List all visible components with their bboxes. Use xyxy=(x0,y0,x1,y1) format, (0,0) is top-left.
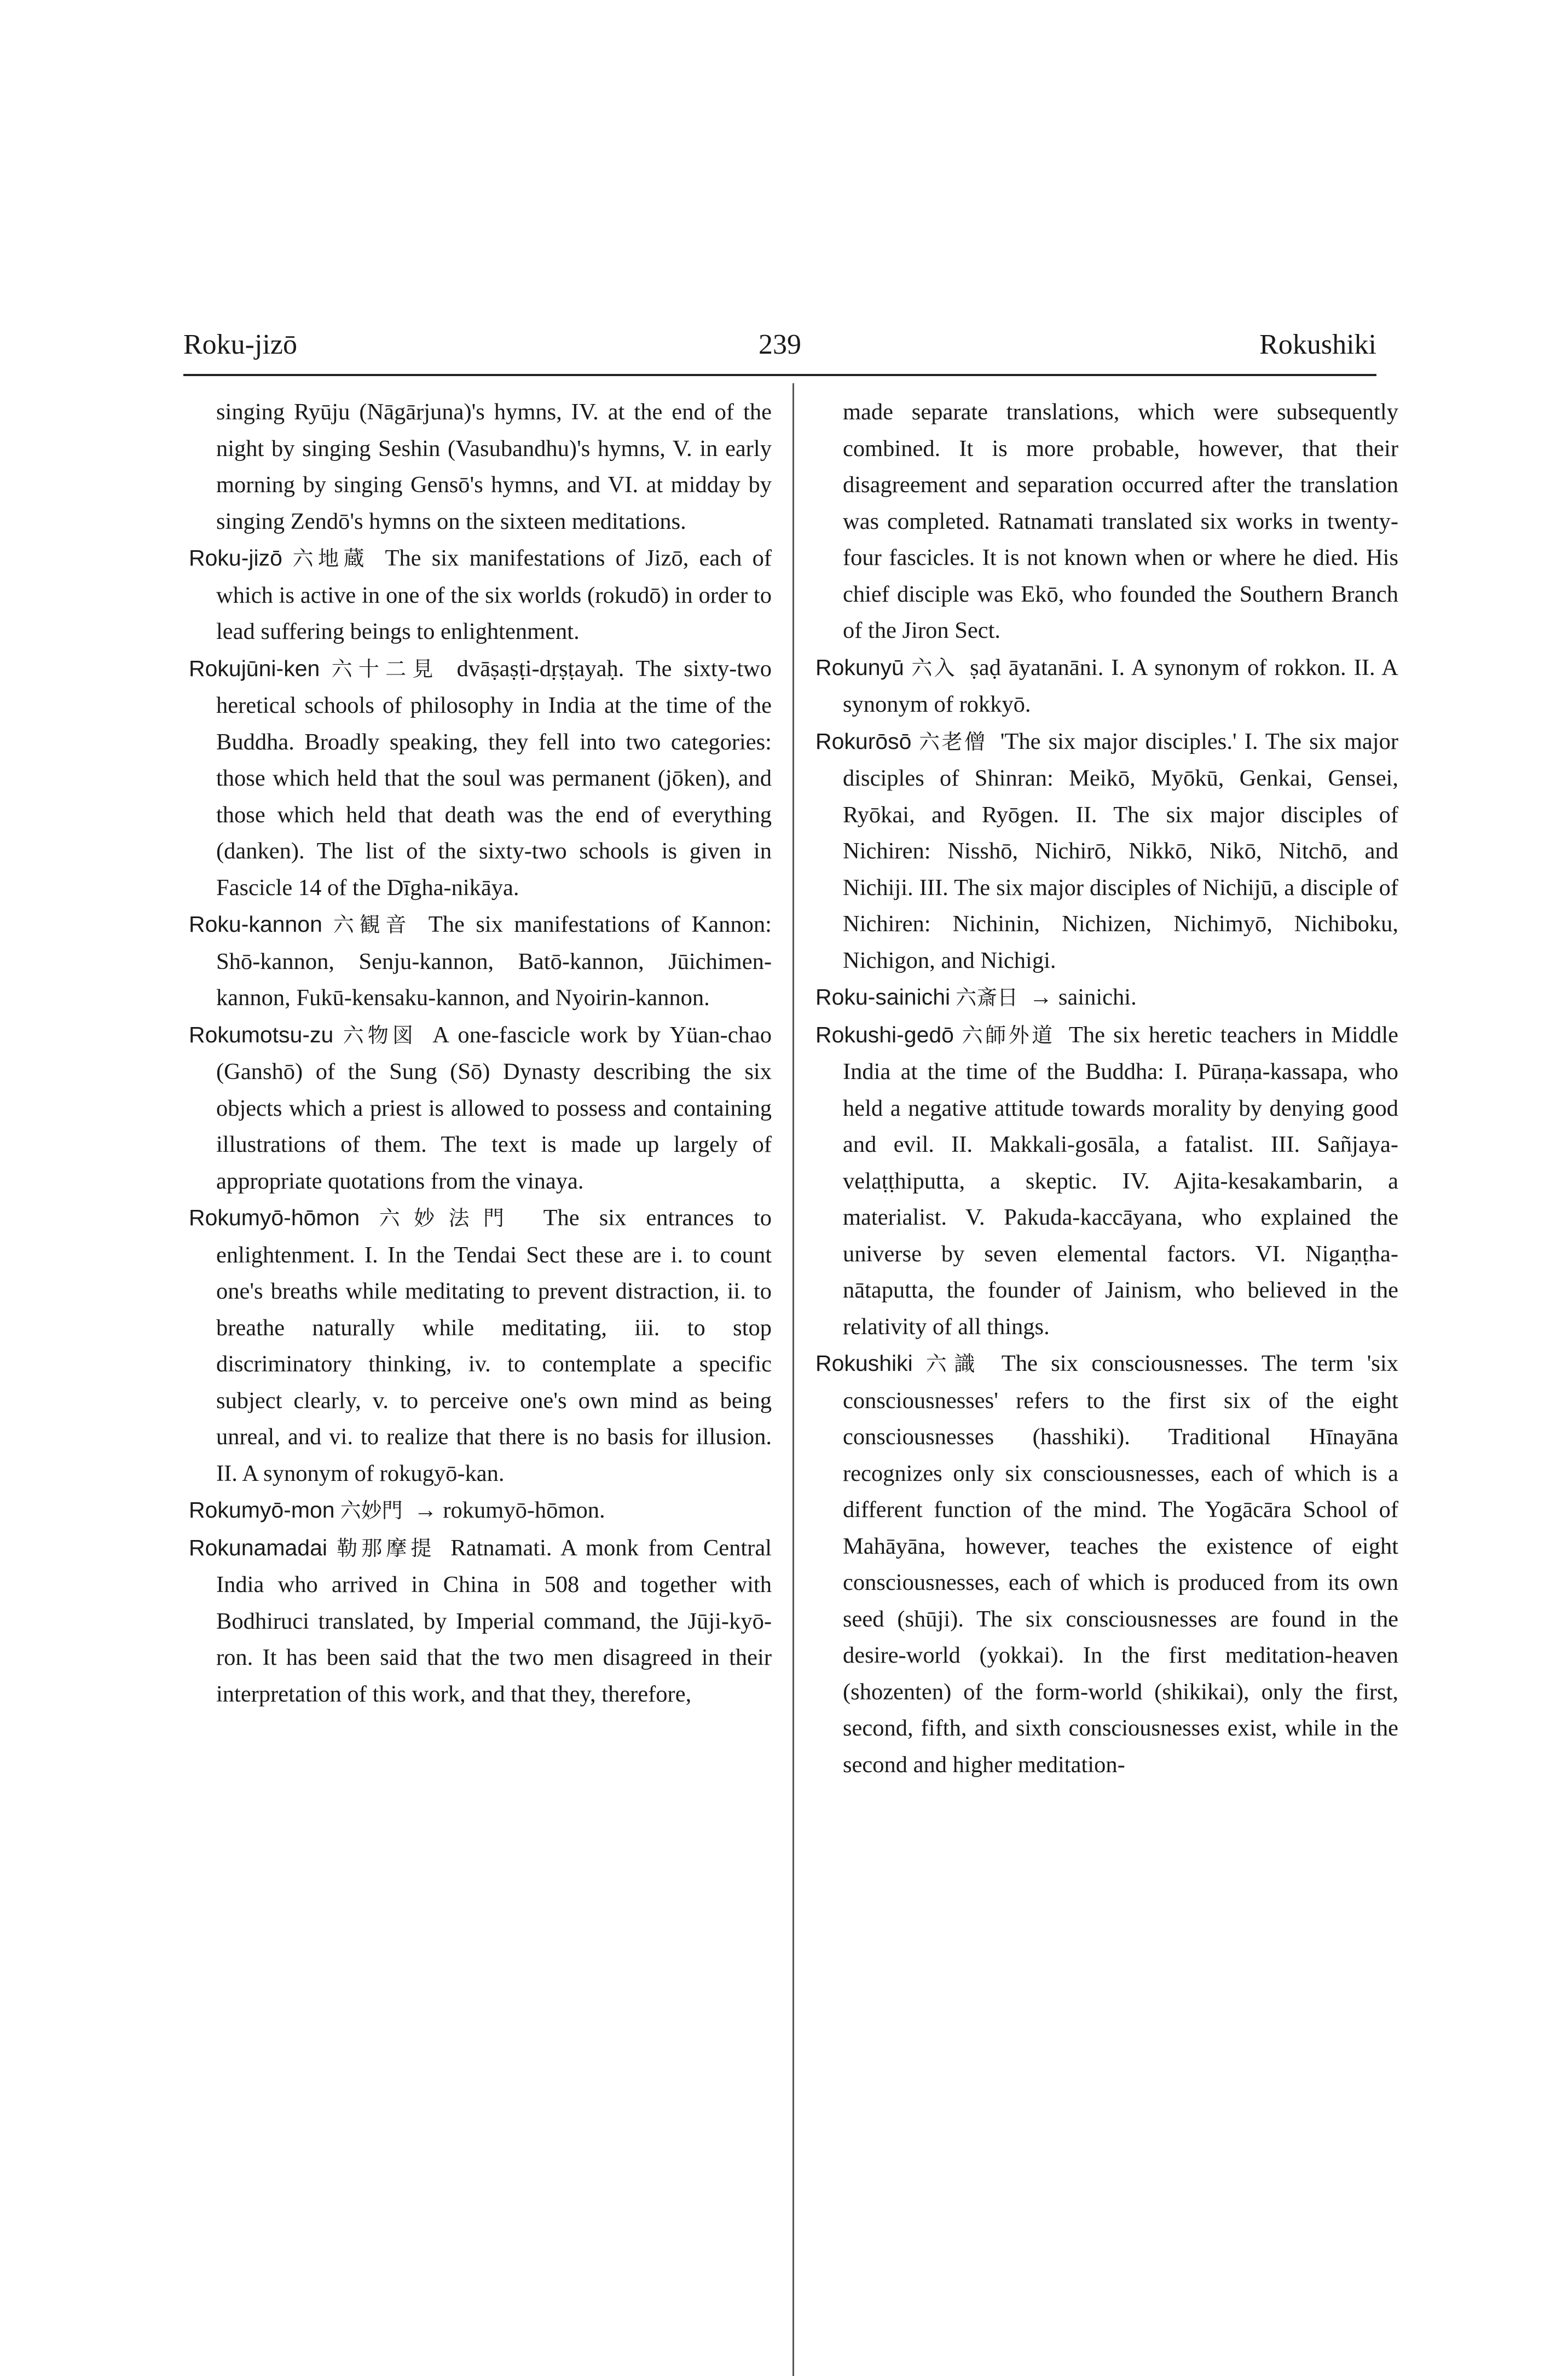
entry-definition: The six heretic teachers in Middle India at the time of the Buddha: I. Pūraṇa-kassapa, who held a negative attitude towards morality by denying good and evil. II. Makkali-gosāla, a fatalist. III. Sañjaya-velaṭṭhiputta, a skeptic. IV. Ajita-kesakambarin, a materialist. V. Pakuda-kaccāyana, who explained the universe by seven elemental factors. VI. Nigaṇṭha-nātaputta, the founder of Jainism, who believed in the relativity of all things. xyxy=(843,1022,1399,1340)
entry-kanji: 六妙門 xyxy=(340,1500,403,1523)
entry-kanji: 六地蔵 xyxy=(287,547,369,570)
entry-headword: Rokushiki xyxy=(815,1351,913,1376)
left-column xyxy=(189,394,772,1712)
dictionary-entry xyxy=(189,540,772,650)
page-number: 239 xyxy=(759,329,801,360)
entry-kanji: 六物図 xyxy=(339,1024,418,1047)
entry-kanji: 六師外道 xyxy=(959,1024,1055,1047)
continuation-text: made separate translations, which were subsequently combined. It is more probable, however, that their disagreement and separation occurred after the translation was completed. Ratnamati translated six works in twenty-four fascicles. It is not known when or where he died. His chief disciple was Ekō, who founded the Southern Branch of the Jiron Sect. xyxy=(843,399,1398,643)
right-running-head: Rokushiki xyxy=(1259,329,1376,360)
entry-headword: Rokujūni-ken xyxy=(189,655,320,681)
entry-headword: Rokumyō-hōmon xyxy=(189,1205,360,1230)
entry-headword: Rokurōsō xyxy=(815,728,912,754)
entry-kanji: 六入 xyxy=(909,656,957,680)
entry-definition: dvāṣaṣṭi-dṛṣṭayaḥ. The sixty-two heretical schools of philosophy in India at the time of the Buddha. Broadly speaking, they fell into two categories: those which held that the soul was permanent (jōken), and those which held that death was the end of everything (danken). The list of the sixty-two schools is given in Fascicle 14 of the Dīgha-nikāya. xyxy=(216,655,772,901)
entry-definition: The six entrances to enlightenment. I. In the Tendai Sect these are i. to count one's breaths while meditating to prevent distraction, ii. to breathe naturally while meditating, iii. to stop discriminatory thinking, iv. to contemplate a specific subject clearly, v. to perceive one's own mind as being unreal, and vi. to realize that there is no basis for illusion. II. A synonym of rokugyō-kan. xyxy=(216,1205,772,1486)
continuation-text: singing Ryūju (Nāgārjuna)'s hymns, IV. at the end of the night by singing Seshin (Vasubandhu)'s hymns, V. in early morning by singing Gensō's hymns, and VI. at midday by singing Zendō's hymns on the sixteen meditations. xyxy=(216,399,772,534)
entry-definition: The six manifestations of Kannon: Shō-kannon, Senju-kannon, Batō-kannon, Jūichimen-kannon, Fukū-kensaku-kannon, and Nyoirin-kannon. xyxy=(216,912,772,1011)
entry-definition: ṣaḍ āyatanāni. I. A synonym of rokkon. II. A synonym of rokkyō. xyxy=(843,654,1399,717)
entry-definition: 'The six major disciples.' I. The six major disciples of Shinran: Meikō, Myōkū, Genkai, Gensei, Ryōkai, and Ryōgen. II. The six major disciples of Nichiren: Nisshō, Nichirō, Nikkō, Nikō, Nitchō, and Nichiji. III. The six major disciples of Nichijū, a disciple of Nichiren: Nichinin, Nichizen, Nichimyō, Nichiboku, Nichigon, and Nichigi. xyxy=(843,728,1398,973)
dictionary-entry xyxy=(815,1345,1398,1783)
entry-kanji: 六十二見 xyxy=(325,658,439,681)
dictionary-entry xyxy=(189,906,772,1017)
entry-definition: The six manifestations of Jizō, each of which is active in one of the six worlds (rokudō) in order to lead suffering beings to enlightenment. xyxy=(216,545,772,644)
dictionary-entry xyxy=(815,649,1398,723)
dictionary-entry xyxy=(815,979,1398,1017)
running-header xyxy=(183,328,1376,372)
entry-definition: A one-fascicle work by Yüan-chao (Ganshō) of the Sung (Sō) Dynasty describing the six objects which a priest is allowed to possess and containing illustrations of them. The text is made up largely of appropriate quotations from the vinaya. xyxy=(216,1022,772,1194)
entry-headword: Roku-sainichi xyxy=(815,984,951,1010)
left-running-head: Roku-jizō xyxy=(183,329,297,360)
entry-kanji: 六観音 xyxy=(327,914,412,937)
right-column xyxy=(815,394,1398,1783)
dictionary-entry xyxy=(815,1017,1398,1346)
dictionary-entry xyxy=(189,1492,772,1530)
entry-kanji: 六識 xyxy=(918,1353,983,1376)
entry-definition: Ratnamati. A monk from Central India who arrived in China in 508 and together with Bodhiruci translated, by Imperial command, the Jūji-kyō-ron. It has been said that the two men disagreed in their interpretation of this work, and that they, therefore, xyxy=(216,1535,772,1707)
dictionary-entry xyxy=(189,1199,772,1492)
entry-definition: → rokumyō-hōmon. xyxy=(414,1497,605,1523)
entry-headword: Rokunyū xyxy=(815,654,904,680)
column-divider xyxy=(792,383,794,2376)
dictionary-entry xyxy=(189,650,772,907)
entry-definition: → sainichi. xyxy=(1029,984,1137,1010)
entry-headword: Rokunamadai xyxy=(189,1535,327,1560)
entry-kanji: 勒那摩提 xyxy=(333,1537,436,1560)
dictionary-entry xyxy=(189,1017,772,1200)
entry-kanji: 六斎日 xyxy=(956,987,1019,1010)
header-rule xyxy=(183,374,1376,376)
entry-headword: Rokushi-gedō xyxy=(815,1022,954,1047)
entry-headword: Roku-jizō xyxy=(189,545,282,570)
dictionary-entry xyxy=(189,1530,772,1713)
dictionary-entry xyxy=(815,723,1398,979)
entry-headword: Rokumyō-mon xyxy=(189,1497,335,1523)
entry-headword: Rokumotsu-zu xyxy=(189,1022,334,1047)
entry-kanji: 六老僧 xyxy=(917,730,987,754)
entry-definition: The six consciousnesses. The term 'six consciousnesses' refers to the first six of the eight consciousnesses (hasshiki). Traditional Hīnayāna recognizes only six consciousnesses, each of which is a different function of the mind. The Yogācāra School of Mahāyāna, however, teaches the existence of eight consciousnesses, each of which is produced from its own seed (shūji). The six consciousnesses are found in the desire-world (yokkai). In the first meditation-heaven (shozenten) of the form-world (shikikai), only the first, second, fifth, and sixth consciousnesses exist, while in the second and higher meditation- xyxy=(843,1351,1399,1778)
entry-headword: Roku-kannon xyxy=(189,912,322,937)
entry-kanji: 六妙法門 xyxy=(365,1207,518,1230)
